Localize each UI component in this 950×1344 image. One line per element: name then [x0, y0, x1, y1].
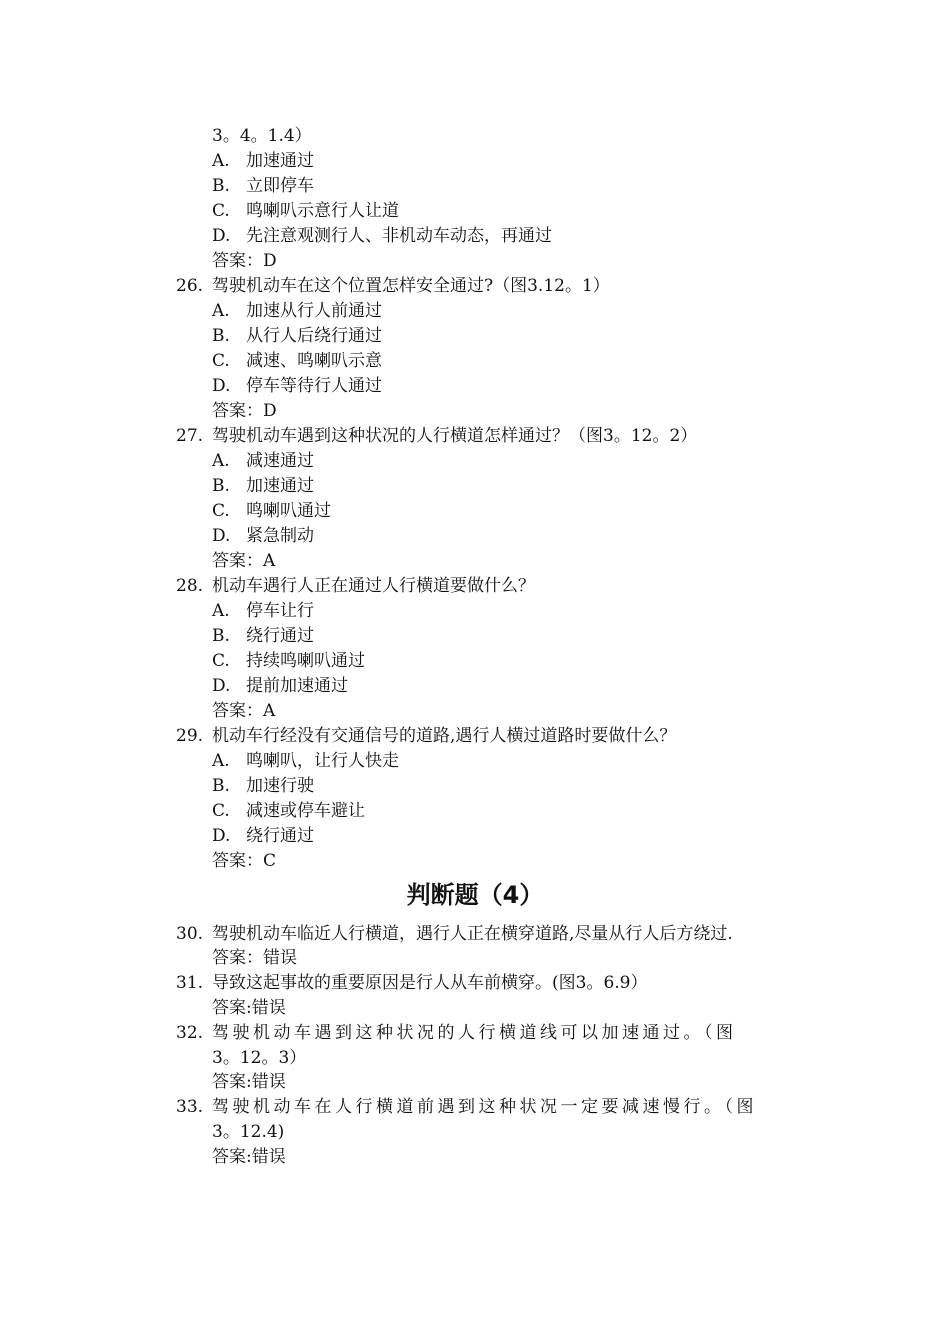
question-number: 29.: [176, 726, 204, 746]
question-text: 驾驶机动车遇到这种状况的人行横道线可以加速通过。（图: [212, 1023, 737, 1043]
question-text-continuation: 3。12.4): [212, 1122, 285, 1142]
question-text-continuation: 3。12。3）: [212, 1048, 307, 1068]
question-number: 33.: [176, 1097, 204, 1117]
tf-question-32-answer: 答案:错误: [212, 1072, 286, 1092]
question-28-answer: 答案：A: [212, 701, 276, 721]
question-26-answer: 答案：D: [212, 401, 277, 421]
question-text: 驾驶机动车在人行横道前遇到这种状况一定要减速慢行。（图: [212, 1097, 757, 1117]
section-heading: 判断题（4）: [406, 881, 544, 909]
question-27-answer: 答案：A: [212, 551, 276, 571]
question-25-answer: 答案：D: [212, 251, 277, 271]
question-number: 27.: [176, 426, 204, 446]
question-text: 驾驶机动车临近人行横道，遇行人正在横穿道路,尽量从行人后方绕过.: [212, 924, 733, 944]
document-page: 3。4。1.4） A. 加速通过 B. 立即停车 C. 鸣喇叭示意行人让道 D. 先注意观测行人、非机动车动态，再通过 答案：D 26. 驾驶机动车在这个位置怎样安全通过?（图3.12。1） A. 加速从行人前通过 B. 从行人后绕行通过 C. 减速、鸣喇叭示意 D. 停车等待行人通过 答案：D 27. 驾驶机动车遇到这种状况的人行横道怎样通过？（图3。12。2） A. 减速通过 B. 加速通过 C. 鸣喇叭通过 D. 紧急制动 答案：A 28. 机动车遇行人正在通过人行横道要做什么？ A. 停车让行 B. 绕行通过 C. 持续鸣喇叭通过 D. 提前加速通过 答案：A 29. 机动车行经没有交通信号的道路,遇行人横过道路时要做什么？ A. 鸣喇叭，让行人快走 B. 加速行驶 C. 减速或停车避让 D. 绕行通过 答案：C 判断题（4） 30. 驾驶机动车临近人行横道，遇行人正在横穿道路,尽量从行人后方绕过. 答案：错误 31. 导致这起事故的重要原因是行人从车前横穿。(图3。6.9） 答案:错误 32. 驾驶机动车遇到这种状况的人行横道线可以加速通过。（图 3。12。3） 答案:错误 33. 驾驶机动车在人行横道前遇到这种状况一定要减速慢行。（图 3。12.4) 答案:错误: [0, 0, 950, 1344]
question-number: 32.: [176, 1023, 204, 1043]
question-text: 机动车遇行人正在通过人行横道要做什么？: [212, 576, 535, 596]
question-25-continuation: 3。4。1.4）: [212, 126, 312, 146]
question-text: 机动车行经没有交通信号的道路,遇行人横过道路时要做什么？: [212, 726, 677, 746]
tf-question-31-answer: 答案:错误: [212, 998, 286, 1018]
question-text: 驾驶机动车在这个位置怎样安全通过?（图3.12。1）: [212, 276, 610, 296]
question-number: 31.: [176, 973, 204, 993]
tf-question-33-answer: 答案:错误: [212, 1147, 286, 1167]
question-text: 导致这起事故的重要原因是行人从车前横穿。(图3。6.9）: [212, 973, 648, 993]
question-number: 30.: [176, 924, 204, 944]
tf-question-30-answer: 答案：错误: [212, 948, 297, 968]
question-29-answer: 答案：C: [212, 851, 277, 871]
question-text: 驾驶机动车遇到这种状况的人行横道怎样通过？（图3。12。2）: [212, 426, 698, 446]
question-number: 28.: [176, 576, 204, 596]
question-number: 26.: [176, 276, 204, 296]
